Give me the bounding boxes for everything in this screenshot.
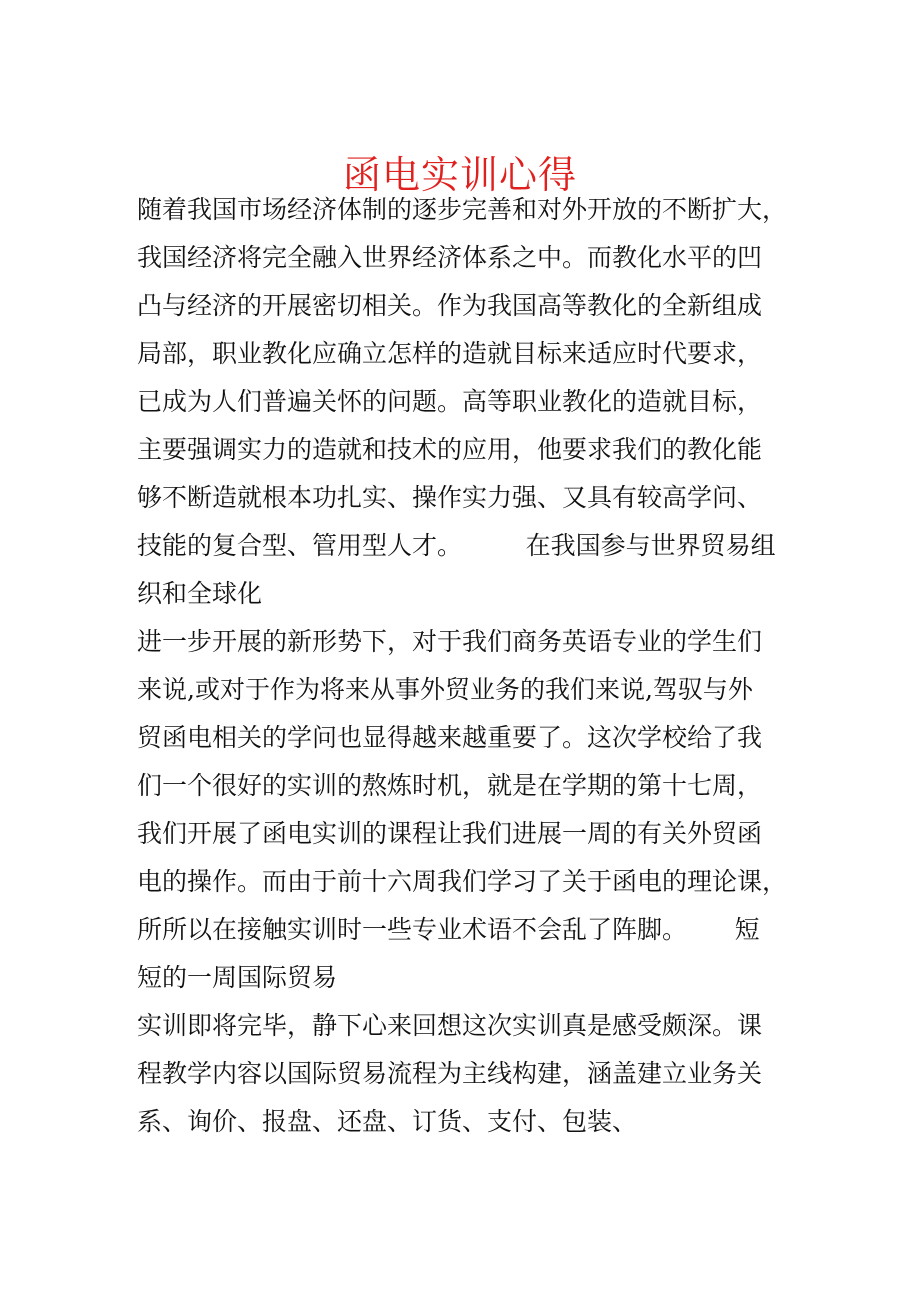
text-line: 够不断造就根本功扎实、操作实力强、又具有较高学问、 (137, 483, 763, 512)
text-line: 我国经济将完全融入世界经济体系之中。而教化水平的凹 (137, 243, 763, 272)
text-line: 凸与经济的开展密切相关。作为我国高等教化的全新组成 (137, 291, 763, 320)
text-line: 所所以在接触实训时一些专业术语不会乱了阵脚。 短 (137, 915, 760, 944)
text-line: 程教学内容以国际贸易流程为主线构建，涵盖建立业务关 (137, 1059, 763, 1088)
text-line: 系、询价、报盘、还盘、订货、支付、包装、 (137, 1107, 638, 1136)
text-line: 局部，职业教化应确立怎样的造就目标来适应时代要求， (137, 339, 763, 368)
text-line: 电的操作。而由于前十六周我们学习了关于函电的理论课， (137, 867, 788, 896)
text-line: 们一个很好的实训的熬炼时机，就是在学期的第十七周， (137, 771, 763, 800)
text-line: 已成为人们普遍关怀的问题。高等职业教化的造就目标， (137, 387, 763, 416)
document-title: 函电实训心得 (342, 153, 577, 197)
text-line: 我们开展了函电实训的课程让我们进展一周的有关外贸函 (137, 819, 763, 848)
text-line: 实训即将完毕，静下心来回想这次实训真是感受颇深。课 (137, 1011, 763, 1040)
text-line: 主要强调实力的造就和技术的应用，他要求我们的教化能 (137, 435, 763, 464)
text-line: 随着我国市场经济体制的逐步完善和对外开放的不断扩大， (137, 195, 788, 224)
text-line: 短的一周国际贸易 (137, 963, 338, 992)
text-line: 进一步开展的新形势下，对于我们商务英语专业的学生们 (137, 627, 763, 656)
text-line: 来说,或对于作为将来从事外贸业务的我们来说,驾驭与外 (137, 675, 753, 704)
document-body (137, 186, 827, 1146)
text-line: 织和全球化 (137, 579, 263, 608)
text-line: 贸函电相关的学问也显得越来越重要了。这次学校给了我 (137, 723, 763, 752)
text-line: 技能的复合型、管用型人才。 在我国参与世界贸易组 (137, 531, 776, 560)
